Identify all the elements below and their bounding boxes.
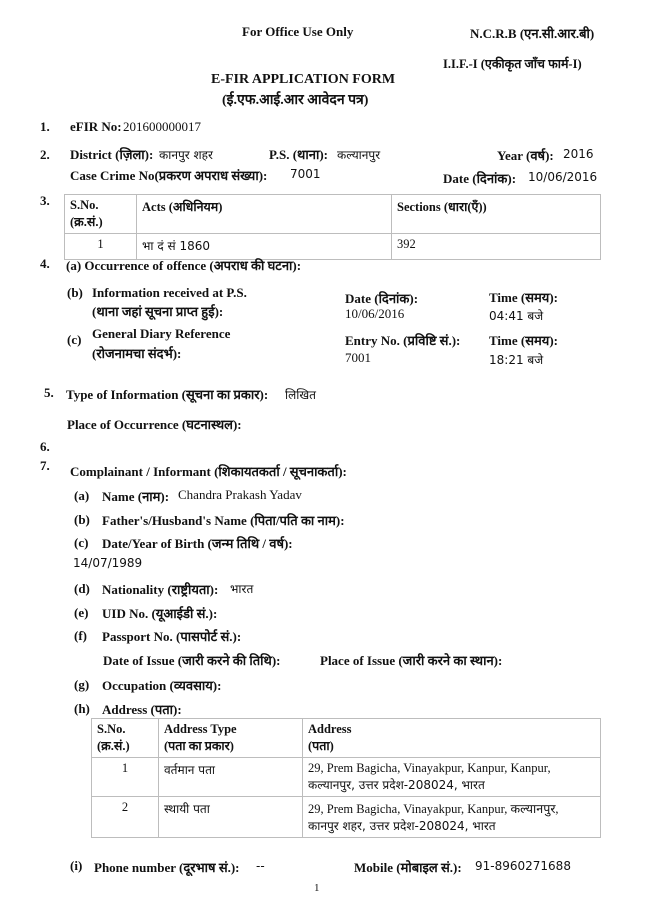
header-sections: Sections (धारा(एँ))	[392, 195, 601, 234]
address-header-sno-en: S.No.	[97, 722, 126, 736]
address-header-address	[303, 719, 601, 758]
gd-time-value: 18:21 बजे	[489, 353, 544, 367]
phone-value: --	[256, 859, 265, 873]
item-2-number: 2.	[40, 147, 50, 162]
item-4c-marker: (c)	[67, 332, 82, 347]
item-3-number: 3.	[40, 193, 50, 208]
iif-label: I.I.F.-I (एकीकृत जाँच फार्म-I)	[443, 57, 582, 71]
item-7a-marker: (a)	[74, 488, 90, 503]
acts-table-header	[65, 195, 601, 234]
address-header-address-hi: (पता)	[308, 739, 334, 753]
item-7e-marker: (e)	[74, 605, 89, 620]
year-label: Year (वर्ष):	[497, 148, 554, 163]
item-7i-marker: (i)	[70, 858, 83, 873]
acts-table	[64, 194, 601, 260]
address-header-type-hi: (पता का प्रकार)	[164, 739, 234, 753]
address-row-address	[303, 758, 601, 797]
efir-no-value: 201600000017	[123, 119, 201, 134]
address-line-1: 29, Prem Bagicha, Vinayakpur, Kanpur, Kanpur,	[308, 761, 551, 775]
ps-label: P.S. (थाना):	[269, 147, 328, 162]
address-header-sno-hi: (क्र.सं.)	[97, 739, 130, 753]
address-line-2: कानपुर शहर, उत्तर प्रदेश-208024, भारत	[308, 819, 496, 833]
row-section: 392	[392, 234, 601, 260]
item-7c-marker: (c)	[74, 535, 89, 550]
dob-label: Date/Year of Birth (जन्म तिथि / वर्ष):	[102, 536, 293, 551]
occupation-label: Occupation (व्यवसाय):	[102, 678, 222, 693]
mobile-label: Mobile (मोबाइल सं.):	[354, 860, 462, 875]
case-crime-label: Case Crime No(प्रकरण अपराध संख्या):	[70, 168, 268, 183]
page-number: 1	[314, 882, 320, 894]
gd-reference-label-hindi: (रोजनामचा संदर्भ):	[92, 346, 182, 361]
complainant-label: Complainant / Informant (शिकायतकर्ता / सूचनाकर्ता):	[70, 464, 347, 479]
ps-value: कल्यानपुर	[337, 148, 381, 162]
father-name-label: Father's/Husband's Name (पिता/पति का नाम):	[102, 513, 345, 528]
row-act: भा दं सं 1860	[137, 234, 392, 260]
address-header-sno	[92, 719, 159, 758]
header-acts: Acts (अधिनियम)	[137, 195, 392, 234]
item-1-number: 1.	[40, 119, 50, 134]
dob-value: 14/07/1989	[73, 556, 143, 570]
info-time-value: 04:41 बजे	[489, 309, 544, 323]
address-line-2: कल्यानपुर, उत्तर प्रदेश-208024, भारत	[308, 778, 485, 792]
mobile-value: 91-8960271688	[475, 859, 571, 873]
info-received-label-hindi: (थाना जहां सूचना प्राप्त हुई):	[92, 304, 224, 319]
item-4-number: 4.	[40, 256, 50, 271]
district-label: District (ज़िला):	[70, 147, 154, 162]
header-sno: S.No. (क्र.सं.)	[65, 195, 137, 234]
item-7g-marker: (g)	[74, 677, 90, 692]
info-time-label: Time (समय):	[489, 290, 558, 305]
row-sno: 1	[65, 234, 137, 260]
address-row-address	[303, 797, 601, 838]
occurrence-label: (a) Occurrence of offence (अपराध की घटना):	[66, 258, 302, 273]
name-value: Chandra Prakash Yadav	[178, 487, 302, 502]
passport-label: Passport No. (पासपोर्ट सं.):	[102, 629, 242, 644]
item-5-number: 5.	[44, 385, 54, 400]
address-line-1: 29, Prem Bagicha, Vinayakpur, Kanpur, कल्यानपुर,	[308, 802, 559, 816]
address-table-header	[92, 719, 601, 758]
address-label: Address (पता):	[102, 702, 182, 717]
gd-reference-label: General Diary Reference	[92, 326, 231, 341]
entry-no-label: Entry No. (प्रविष्टि सं.):	[345, 333, 461, 348]
item-6-number: 6.	[40, 439, 50, 454]
table-row	[92, 758, 601, 797]
address-row-type: वर्तमान पता	[159, 758, 303, 797]
item-7d-marker: (d)	[74, 581, 90, 596]
district-value: कानपुर शहर	[159, 148, 213, 162]
info-date-label: Date (दिनांक):	[345, 291, 419, 306]
issue-place-label: Place of Issue (जारी करने का स्थान):	[320, 653, 503, 668]
item-7b-marker: (b)	[74, 512, 90, 527]
address-table	[91, 718, 601, 838]
item-4b-marker: (b)	[67, 285, 83, 300]
address-row-type: स्थायी पता	[159, 797, 303, 838]
nationality-value: भारत	[230, 582, 254, 596]
address-row-sno: 1	[92, 758, 159, 797]
uid-label: UID No. (यूआईडी सं.):	[102, 606, 218, 621]
office-use-label: For Office Use Only	[242, 24, 354, 39]
phone-label: Phone number (दूरभाष सं.):	[94, 860, 240, 875]
date-value: 10/06/2016	[528, 170, 598, 184]
issue-date-label: Date of Issue (जारी करने की तिथि):	[103, 653, 281, 668]
info-received-label: Information received at P.S.	[92, 285, 247, 300]
info-date-value: 10/06/2016	[345, 306, 405, 321]
date-label: Date (दिनांक):	[443, 171, 517, 186]
address-header-address-en: Address	[308, 722, 352, 736]
nationality-label: Nationality (राष्ट्रीयता):	[102, 582, 219, 597]
entry-no-value: 7001	[345, 350, 371, 365]
ncrb-label: N.C.R.B (एन.सी.आर.बी)	[470, 26, 595, 41]
address-row-sno: 2	[92, 797, 159, 838]
item-7h-marker: (h)	[74, 701, 90, 716]
gd-time-label: Time (समय):	[489, 333, 558, 348]
table-row	[92, 797, 601, 838]
case-crime-value: 7001	[290, 167, 321, 181]
info-type-label: Type of Information (सूचना का प्रकार):	[66, 387, 269, 402]
form-title-hindi: (ई.एफ.आई.आर आवेदन पत्र)	[222, 93, 369, 108]
info-type-value: लिखित	[285, 388, 317, 402]
place-of-occurrence-label: Place of Occurrence (घटनास्थल):	[67, 417, 242, 432]
form-title: E-FIR APPLICATION FORM	[211, 72, 396, 87]
item-7-number: 7.	[40, 458, 50, 473]
address-header-type	[159, 719, 303, 758]
item-7f-marker: (f)	[74, 628, 87, 643]
year-value: 2016	[563, 147, 594, 161]
address-header-type-en: Address Type	[164, 722, 237, 736]
efir-no-label: eFIR No:	[70, 119, 122, 134]
name-label: Name (नाम):	[102, 489, 170, 504]
